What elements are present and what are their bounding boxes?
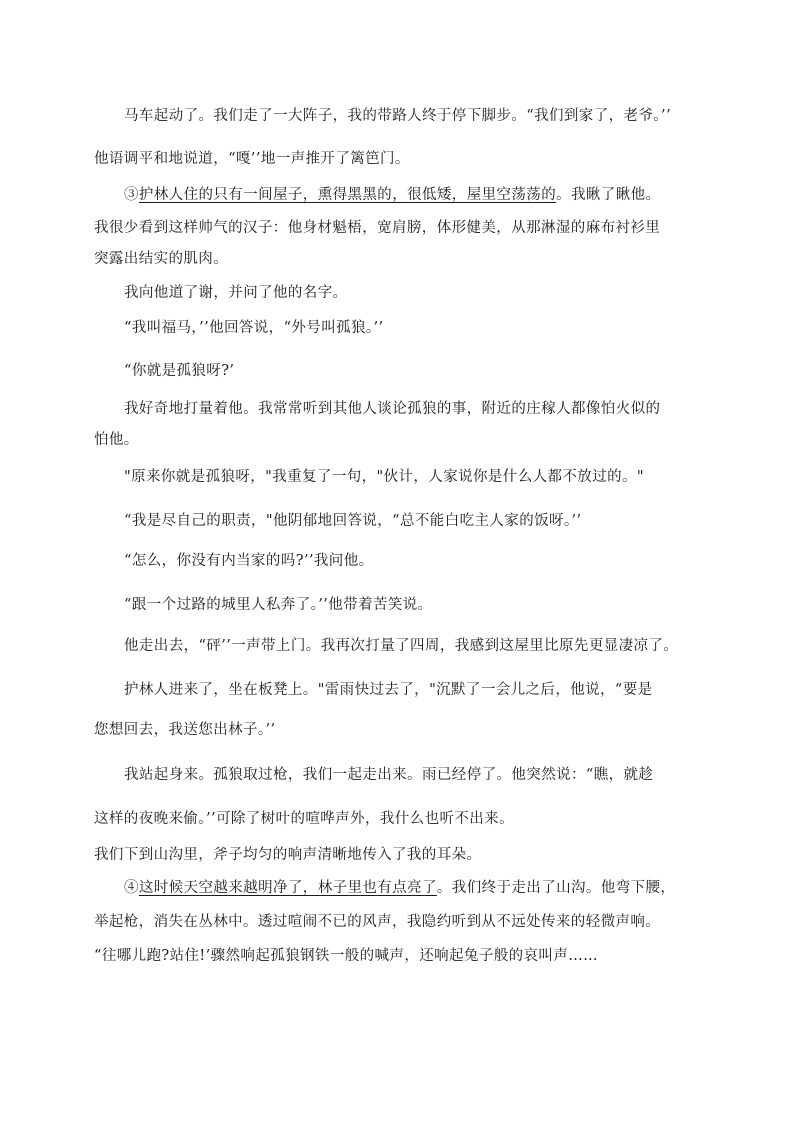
text-line: [124, 186, 660, 204]
text-span: 。我瞅了瞅他。: [556, 187, 661, 203]
text-span: 您想回去，我送您出林子。’’: [94, 722, 276, 738]
text-line: [94, 846, 481, 864]
text-span: 我们下到山沟里，斧子均匀的响声清晰地传入了我的耳朵。: [94, 847, 482, 863]
text-span: 我很少看到这样帅气的汉子：他身材魁梧，宽肩膀，体形健美，从那淋湿的麻布衬衫里: [94, 220, 661, 236]
text-span: 怕他。: [94, 432, 139, 448]
text-span: 这样的夜晚来偷。’’可除了树叶的喧哗声外，我什么也听不出来。: [94, 811, 514, 827]
text-line: [124, 400, 660, 418]
text-line: [124, 766, 653, 784]
text-line: [124, 362, 234, 380]
text-line: [94, 431, 139, 449]
text-span: “怎么，你没有内当家的吗?’’我问他。: [124, 553, 374, 569]
text-span: 我站起身来。孤狼取过枪，我们一起走出来。雨已经停了。他突然说：“瞧，就趁: [124, 767, 654, 783]
text-span: 护林人进来了，坐在板凳上。"雷雨快过去了，"沉默了一会儿之后，他说，“要是: [124, 682, 653, 698]
text-line: [124, 637, 678, 655]
text-span: 举起枪，消失在丛林中。透过喧闹不已的风声，我隐约听到从不远处传来的轻微声响。: [94, 914, 661, 930]
text-span: 他走出去，“砰’’一声带上门。我再次打量了四周，我感到这屋里比原先更显凄凉了。: [124, 638, 679, 654]
text-line: [124, 552, 374, 570]
text-span: “你就是孤狼呀?’: [124, 363, 235, 379]
text-line: [94, 250, 228, 268]
text-span: “我是尽自己的职责，"他阴郁地回答说，“总不能白吃主人家的饭呀。’’: [124, 513, 582, 529]
text-span: 突露出结实的肌肉。: [94, 251, 229, 267]
underlined-text: 这时候天空越来越明净了，林子里也有点亮了: [138, 880, 437, 896]
text-span: 马车起动了。我们走了一大阵子，我的带路人终于停下脚步。“我们到家了，老爷。’’: [124, 108, 671, 124]
text-line: [124, 681, 653, 699]
text-line: [94, 913, 660, 931]
text-line: [94, 150, 410, 168]
text-span: 我好奇地打量着他。我常常听到其他人谈论孤狼的事，附近的庄稼人都像怕火似的: [124, 401, 661, 417]
text-line: [94, 810, 514, 828]
text-line: [124, 468, 644, 486]
text-span: 他语调平和地说道，“嘎’’地一声推开了篱笆门。: [94, 151, 410, 167]
text-span: 。我们终于走出了山沟。他弯下腰，: [436, 880, 676, 896]
underlined-text: 护林人住的只有一间屋子，熏得黑黑的，很低矮，屋里空荡荡的: [138, 187, 557, 203]
text-span: 我向他道了谢，并问了他的名字。: [124, 285, 348, 301]
text-line: [124, 284, 348, 302]
text-line: [124, 512, 582, 530]
text-span: ④: [124, 880, 139, 896]
text-line: [94, 947, 598, 965]
text-span: “往哪儿跑?站住!’骤然响起孤狼钢铁一般的喊声，还响起兔子般的哀叫声……: [94, 948, 599, 964]
text-line: [124, 107, 671, 125]
text-span: “我叫福马，’’他回答说，“外号叫孤狼。’’: [124, 320, 384, 336]
text-line: [94, 721, 276, 739]
text-line: [94, 219, 660, 237]
text-line: [124, 596, 433, 614]
text-line: [124, 319, 384, 337]
text-span: “跟一个过路的城里人私奔了。’’他带着苦笑说。: [124, 597, 433, 613]
text-span: ③: [124, 187, 139, 203]
text-line: [124, 879, 675, 897]
text-span: "原来你就是孤狼呀，"我重复了一句，"伙计，人家说你是什么人都不放过的。": [124, 469, 644, 485]
